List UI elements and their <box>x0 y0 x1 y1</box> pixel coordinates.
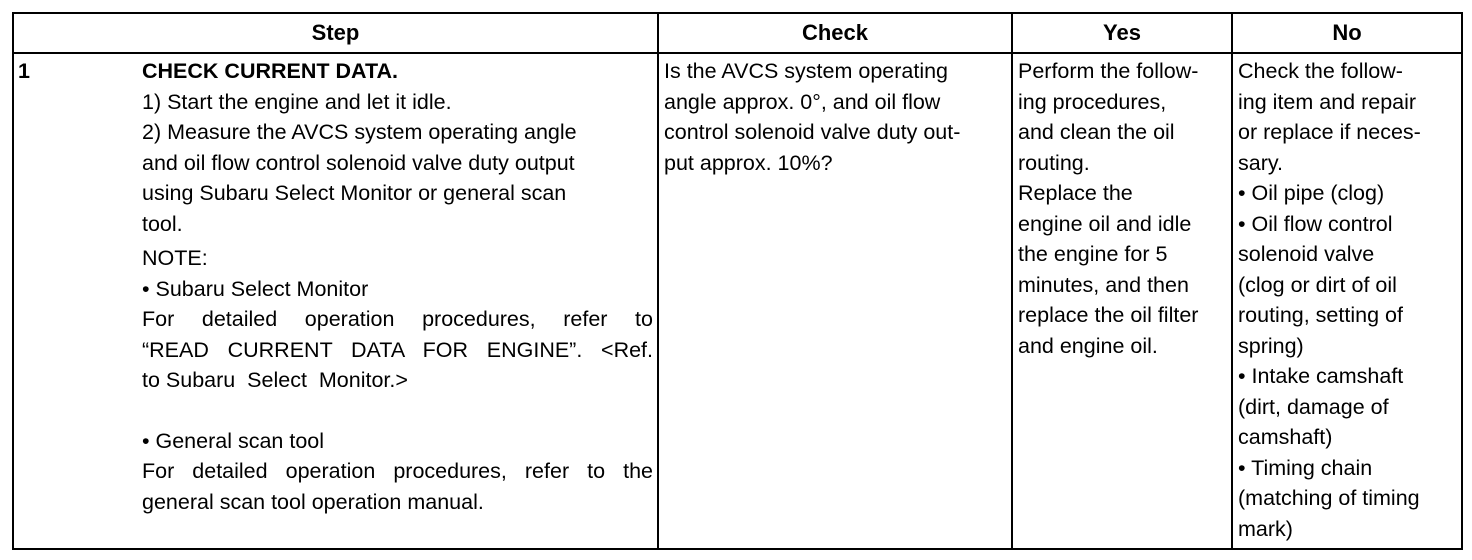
header-yes: Yes <box>1012 13 1232 53</box>
step-number: 1 <box>18 59 30 83</box>
header-no: No <box>1232 13 1462 53</box>
yes-line: replace the oil filter <box>1018 303 1199 327</box>
ssm-bullet: • Subaru Select Monitor <box>142 276 369 301</box>
yes-cell <box>1012 53 1232 549</box>
no-line: • Oil flow control <box>1238 211 1393 236</box>
yes-line: engine oil and idle <box>1018 211 1192 236</box>
step-title: CHECK CURRENT DATA. <box>142 59 398 83</box>
ssm-text-line: to Subaru Select Monitor.> <box>142 368 408 392</box>
step-instruction-2-line: tool. <box>142 211 183 236</box>
check-text <box>659 54 1011 180</box>
gst-bullet: • General scan tool <box>142 428 325 453</box>
yes-line: and engine oil. <box>1018 333 1158 358</box>
check-line: angle approx. 0°, and oil flow <box>664 89 941 114</box>
yes-line: routing. <box>1018 150 1090 175</box>
procedure-table <box>12 12 1463 550</box>
note-label: NOTE: <box>142 246 208 270</box>
no-cell <box>1232 53 1462 549</box>
no-line: • Timing chain <box>1238 455 1373 480</box>
yes-line: the engine for 5 <box>1018 242 1168 266</box>
check-line: Is the AVCS system operating <box>664 59 949 83</box>
yes-line: ing procedures, <box>1018 89 1167 114</box>
yes-line: Replace the <box>1018 181 1133 205</box>
step-instruction-2-line: 2) Measure the AVCS system operating angle <box>142 120 577 144</box>
yes-text <box>1013 54 1231 363</box>
no-line: ing item and repair <box>1238 89 1417 114</box>
no-line: routing, setting of <box>1238 303 1403 327</box>
no-line: Check the follow- <box>1238 59 1403 83</box>
check-cell <box>658 53 1012 549</box>
header-check: Check <box>658 13 1012 53</box>
check-line: put approx. 10%? <box>664 150 833 175</box>
no-line: (clog or dirt of oil <box>1238 272 1397 297</box>
table-row <box>13 53 1462 549</box>
yes-line: Perform the follow- <box>1018 59 1199 83</box>
no-line: (matching of timing <box>1238 486 1420 510</box>
check-line: control solenoid valve duty out- <box>664 120 961 144</box>
yes-line: minutes, and then <box>1018 272 1189 297</box>
step-description <box>137 54 657 519</box>
no-line: or replace if neces- <box>1238 120 1421 144</box>
no-line: • Intake camshaft <box>1238 364 1404 388</box>
step-instruction-2-line: and oil flow control solenoid valve duty output <box>142 150 575 175</box>
step-instruction-1: 1) Start the engine and let it idle. <box>142 89 452 114</box>
no-line: (dirt, damage of <box>1238 394 1389 419</box>
no-line: solenoid valve <box>1238 242 1375 266</box>
no-line: • Oil pipe (clog) <box>1238 181 1385 205</box>
header-row <box>13 13 1462 53</box>
step-instruction-2-line: using Subaru Select Monitor or general scan <box>142 181 567 205</box>
no-line: spring) <box>1238 333 1304 358</box>
no-line: camshaft) <box>1238 425 1333 449</box>
step-instruction-2 <box>142 117 653 239</box>
header-step: Step <box>13 13 658 53</box>
no-text <box>1233 54 1461 546</box>
gst-text-line: For detailed operation procedures, refer to the <box>142 459 653 483</box>
gst-text-line: general scan tool operation manual. <box>142 489 484 514</box>
no-line: mark) <box>1238 516 1293 541</box>
ssm-text-line: For detailed operation procedures, refer to <box>142 307 653 331</box>
yes-line: and clean the oil <box>1018 120 1175 144</box>
step-description-cell <box>137 53 658 549</box>
ssm-text-line: “READ CURRENT DATA FOR ENGINE”. <Ref. <box>142 337 653 362</box>
no-line: sary. <box>1238 150 1283 175</box>
step-number-cell <box>13 53 137 549</box>
